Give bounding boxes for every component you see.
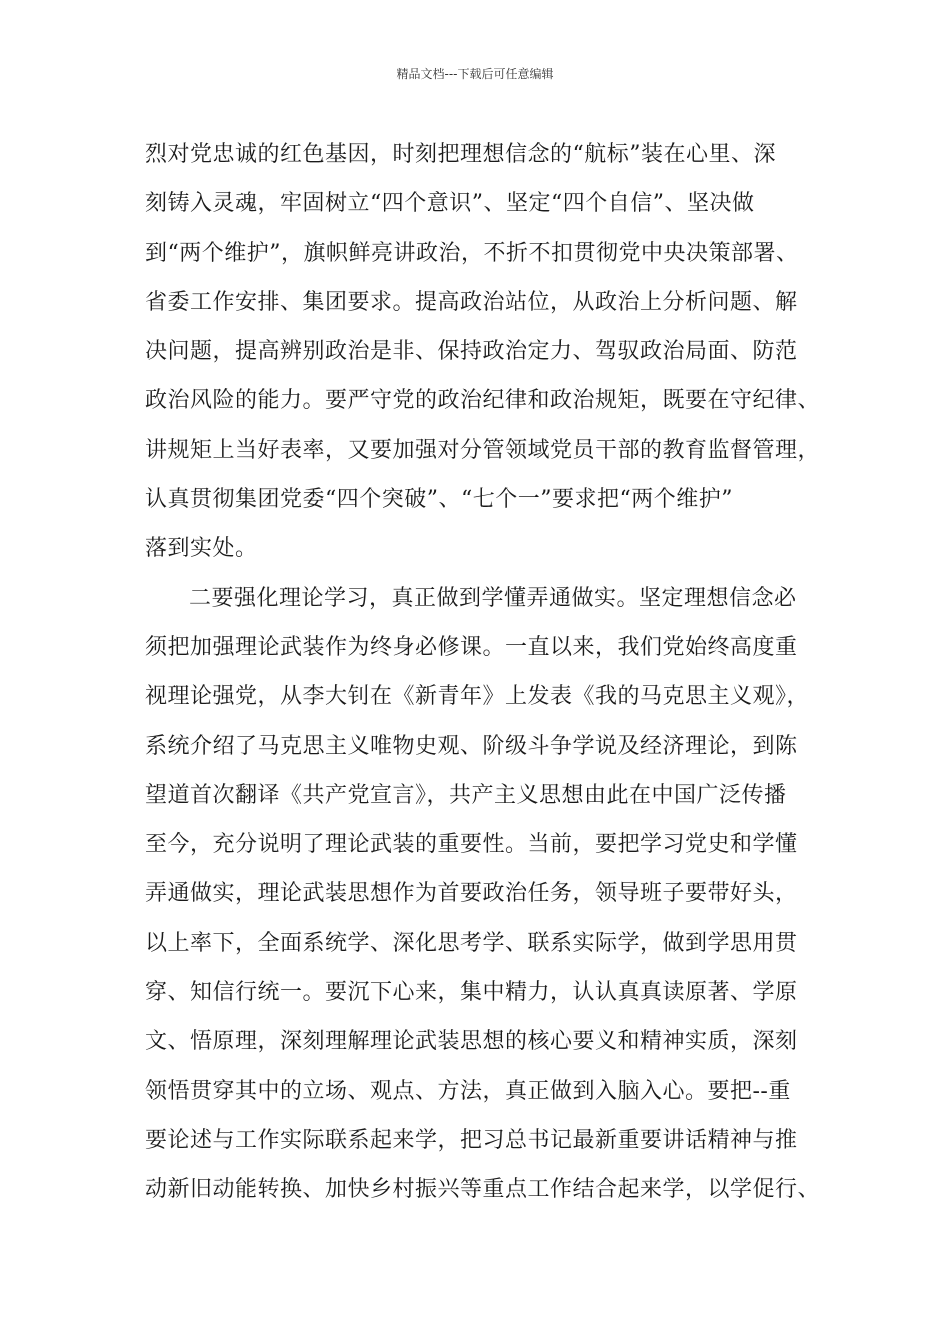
text-line: 认真贯彻集团党委“四个突破”、“七个一”要求把“两个维护” xyxy=(145,487,733,513)
text-line: 省委工作安排、集团要求。提高政治站位，从政治上分析问题、解 xyxy=(145,289,798,315)
document-body xyxy=(145,130,835,1215)
text-line: 须把加强理论武装作为终身必修课。一直以来，我们党始终高度重 xyxy=(145,634,798,660)
text-line: 要论述与工作实际联系起来学，把习总书记最新重要讲话精神与推 xyxy=(145,1127,798,1153)
text-line: 落到实处。 xyxy=(145,536,258,562)
page-header: 精品文档---下载后可任意编辑 xyxy=(396,67,554,81)
text-line: 穿、知信行统一。要沉下心来，集中精力，认认真真读原著、学原 xyxy=(145,980,798,1006)
text-line: 系统介绍了马克思主义唯物史观、阶级斗争学说及经济理论，到陈 xyxy=(145,733,798,759)
text-line: 烈对党忠诚的红色基因，时刻把理想信念的“航标”装在心里、深 xyxy=(145,142,776,167)
text-line: 视理论强党，从李大钊在《新青年》上发表《我的马克思主义观》， xyxy=(145,684,810,710)
text-line: 政治风险的能力。要严守党的政治纪律和政治规矩，既要在守纪律、 xyxy=(145,388,821,414)
text-line: 望道首次翻译《共产党宣言》，共产主义思想由此在中国广泛传播 xyxy=(145,782,787,808)
text-line: 到“两个维护”，旗帜鲜亮讲政治，不折不扣贯彻党中央决策部署、 xyxy=(145,240,799,266)
text-line: 文、悟原理，深刻理解理论武装思想的核心要义和精神实质，深刻 xyxy=(145,1029,798,1055)
text-line: 领悟贯穿其中的立场、观点、方法，真正做到入脑入心。要把--重 xyxy=(145,1078,791,1104)
text-line: 弄通做实，理论武装思想作为首要政治任务，领导班子要带好头， xyxy=(145,881,798,907)
text-line: 讲规矩上当好表率，又要加强对分管领域党员干部的教育监督管理， xyxy=(145,437,821,463)
paragraph-first-line: 二要强化理论学习，真正做到学懂弄通做实。坚定理想信念必 xyxy=(189,585,797,611)
text-line: 至今，充分说明了理论武装的重要性。当前，要把学习党史和学懂 xyxy=(145,832,798,858)
text-line: 以上率下，全面系统学、深化思考学、联系实际学，做到学思用贯 xyxy=(145,930,798,956)
text-line: 动新旧动能转换、加快乡村振兴等重点工作结合起来学，以学促行、 xyxy=(145,1177,821,1203)
text-line: 决问题，提高辨别政治是非、保持政治定力、驾驭政治局面、防范 xyxy=(145,339,798,365)
text-line: 刻铸入灵魂，牢固树立“四个意识”、坚定“四个自信”、坚决做 xyxy=(145,191,755,217)
